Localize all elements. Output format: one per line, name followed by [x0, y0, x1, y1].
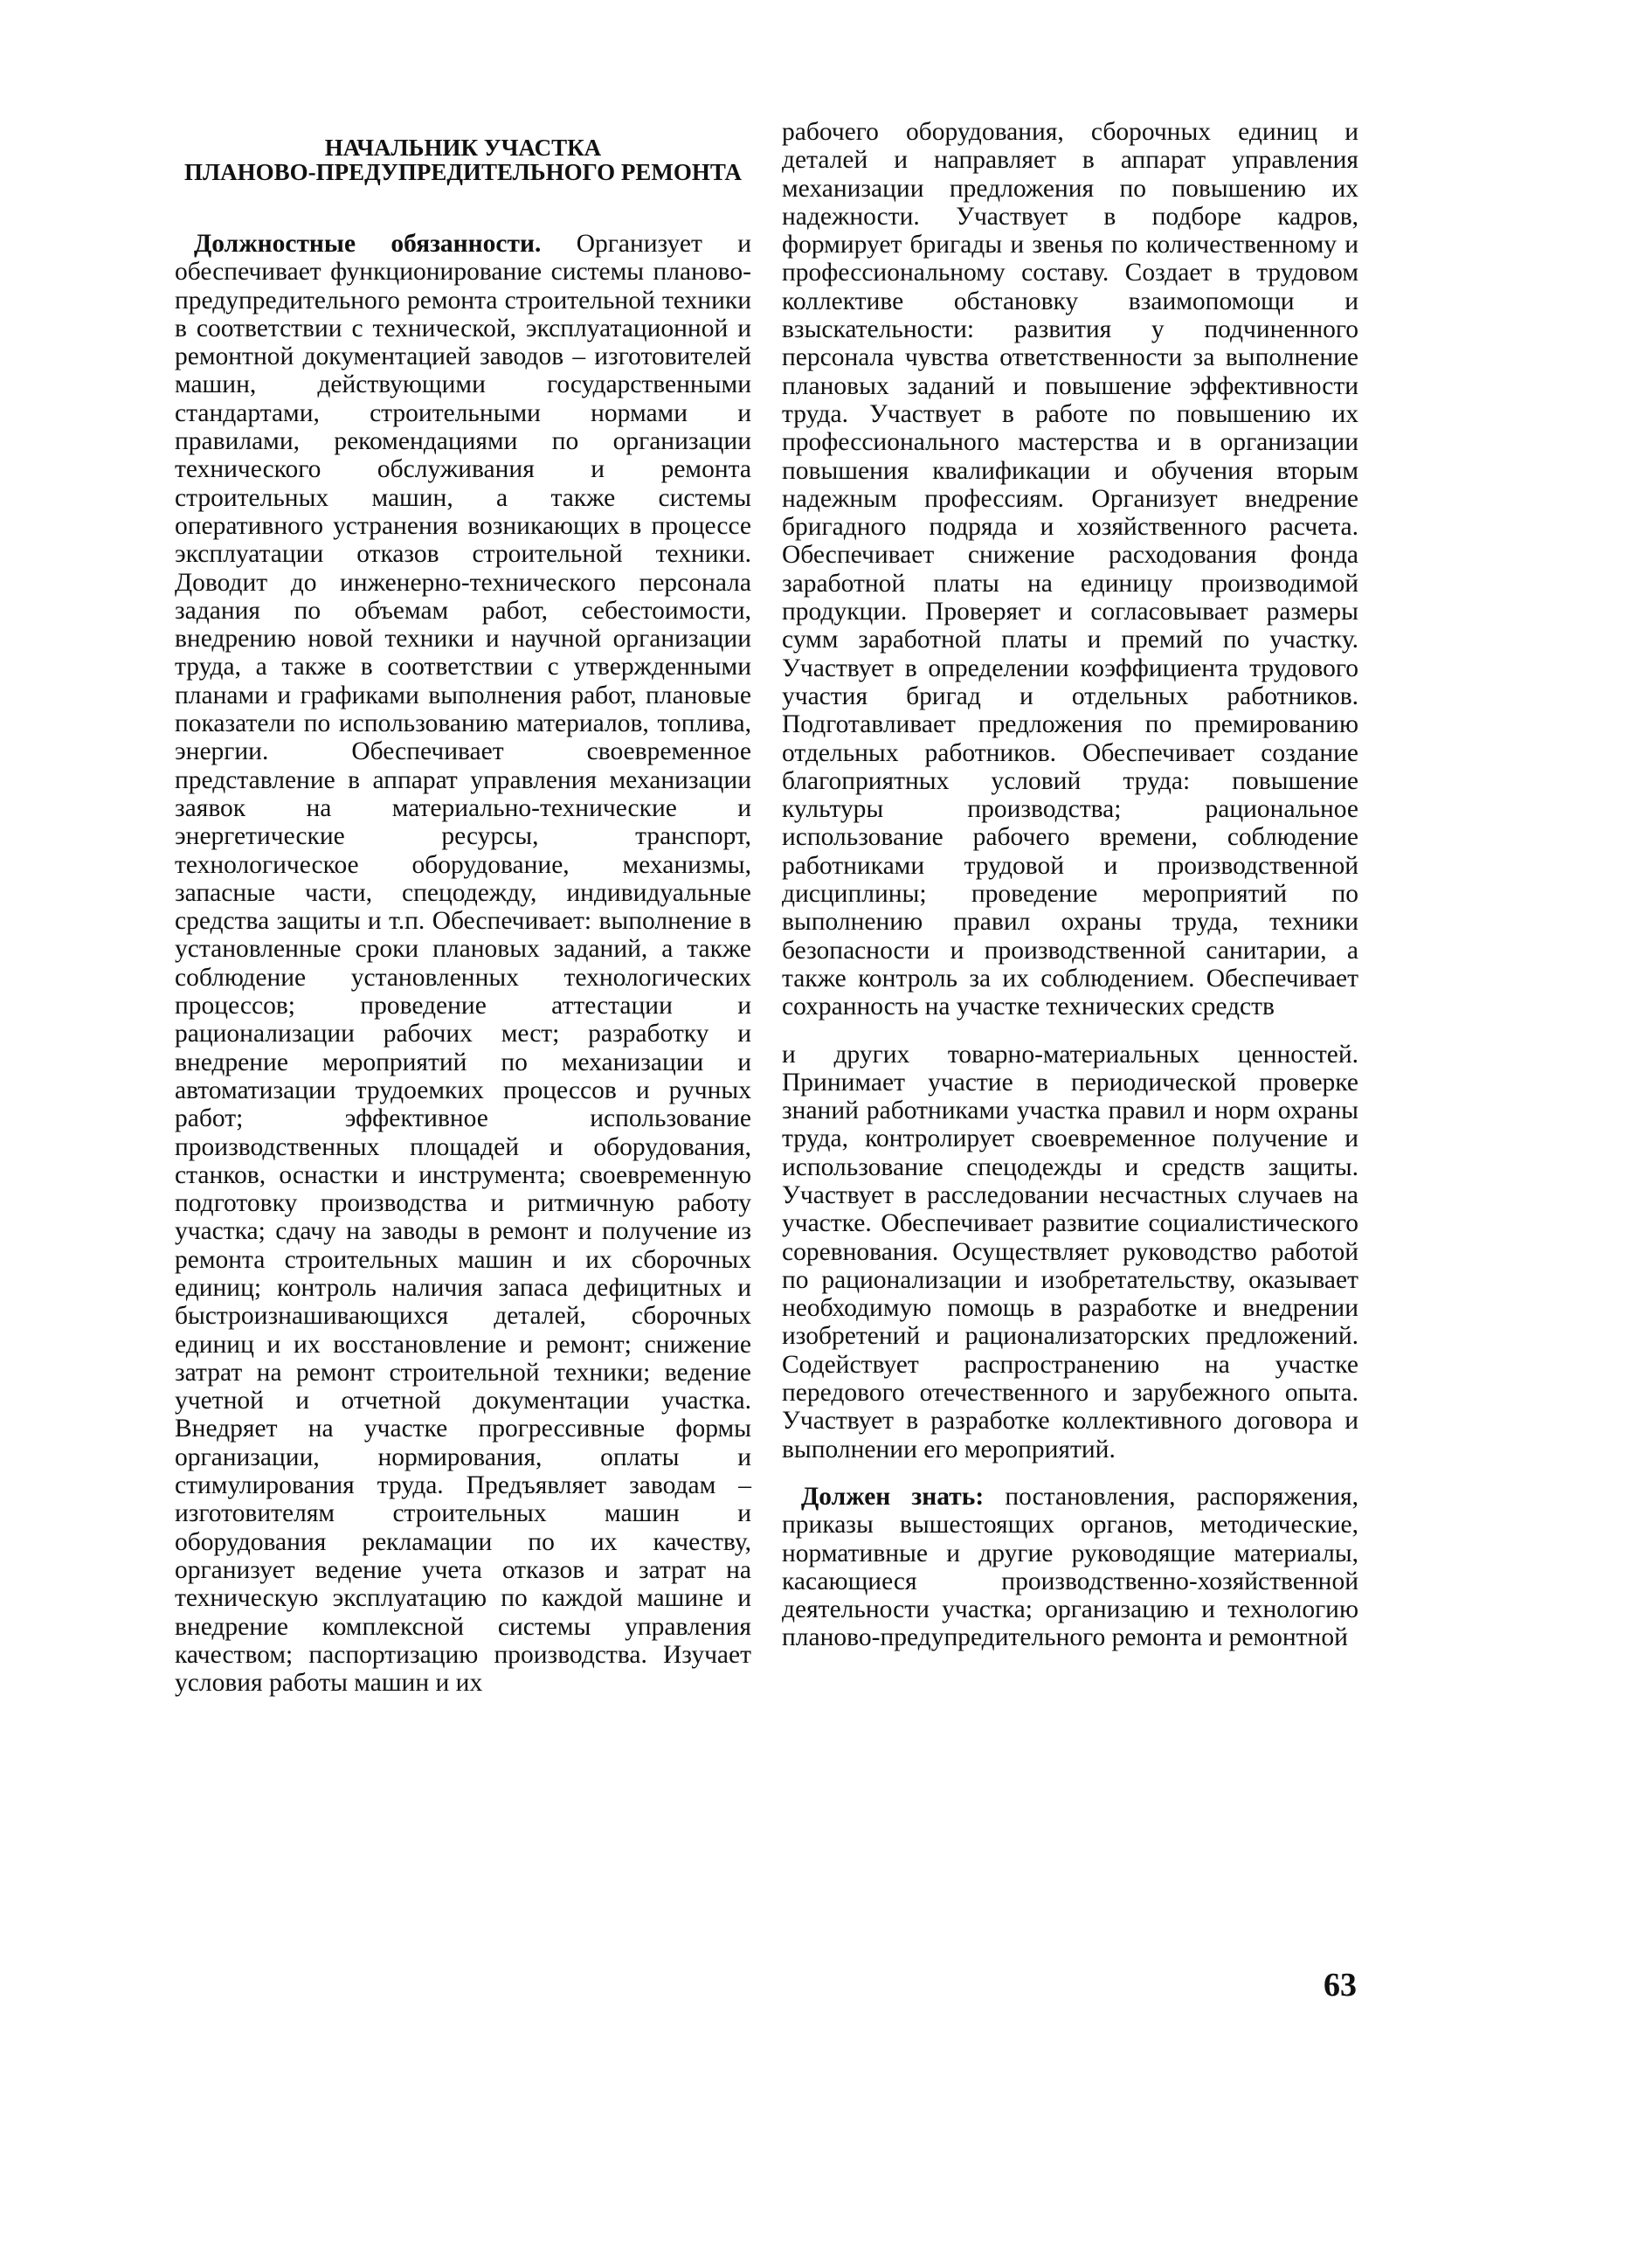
right-column — [782, 118, 1358, 1652]
page-number: 63 — [1324, 1967, 1357, 2003]
duties-paragraph — [175, 230, 751, 1697]
heading-line-2: ПЛАНОВО-ПРЕДУПРЕДИТЕЛЬНОГО РЕМОНТА — [184, 159, 742, 185]
must-know-label: Должен знать: — [801, 1482, 985, 1511]
section-heading — [175, 135, 751, 184]
must-know-paragraph — [782, 1483, 1358, 1652]
duties-label: Должностные обязанности. — [194, 230, 542, 258]
heading-line-1: НАЧАЛЬНИК УЧАСТКА — [324, 135, 602, 161]
duties-continuation: рабочего оборудования, сборочных единиц и деталей и направляет в аппарат управления механизации предложения по повышению их надежности. Участвует в подборе кадров, формирует бригады и звенья по количественному и профессиональному составу. Создает в трудовом коллективе обстановку взаимопомощи и взыскательности: развития у подчиненного персонала чувства ответственности за выполнение плановых заданий и повышение эффективности труда. Участвует в работе по повышению их профессионального мастерства и в организации повышения квалификации и обучения вторым надежным профессиям. Организует внедрение бригадного подряда и хозяйственного расчета. Обеспечивает снижение расходования фонда заработной платы на единицу производимой продукции. Проверяет и согласовывает размеры сумм заработной платы и премий по участку. Участвует в определении коэффициента трудового участия бригад и отдельных работников. Подготавливает предложения по премированию отдельных работников. Обеспечивает создание благоприятных условий труда: повышение культуры производства; рациональное использование рабочего времени, соблюдение работниками трудовой и производственной дисциплины; проведение мероприятий по выполнению правил охраны труда, техники безопасности и производственной санитарии, а также контроль за их соблюдением. Обеспечивает сохранность на участке технических средств — [782, 118, 1358, 1021]
must-know-text: постановления, распоряжения, приказы вышестоящих органов, методические, нормативные и другие руководящие материалы, касающиеся производственно-хозяйственной деятельности участка; организацию и технологию планово-предупредительного ремонта и ремонтной — [782, 1482, 1358, 1652]
duties-text-left: Организует и обеспечивает функционирование системы планово-предупредительного ремонта строительной техники в соответствии с технической, эксплуатационной и ремонтной документацией заводов – изготовителей машин, действующими государственными стандартами, строительными нормами и правилами, рекомендациями по организации технического обслуживания и ремонта строительных машин, а также системы оперативного устранения возникающих в процессе эксплуатации отказов строительной техники. Доводит до инженерно-технического персонала задания по объемам работ, себестоимости, внедрению новой техники и научной организации труда, а также в соответствии с утвержденными планами и графиками выполнения работ, плановые показатели по использованию материалов, топлива, энергии. Обеспечивает своевременное представление в аппарат управления механизации заявок на материально-технические и энергетические ресурсы, транспорт, технологическое оборудование, механизмы, запасные части, спецодежду, индивидуальные средства защиты и т.п. Обеспечивает: выполнение в установленные сроки плановых заданий, а также соблюдение установленных технологических процессов; проведение аттестации и рационализации рабочих мест; разработку и внедрение мероприятий по механизации и автоматизации трудоемких процессов и ручных работ; эффективное использование производственных площадей и оборудования, станков, оснастки и инструмента; своевременную подготовку производства и ритмичную работу участка; сдачу на заводы в ремонт и получение из ремонта строительных машин и их сборочных единиц; контроль наличия запаса дефицитных и быстроизнашивающихся деталей, сборочных единиц и их восстановление и ремонт; снижение затрат на ремонт строительной техники; ведение учетной и отчетной документации участка. Внедряет на участке прогрессивные формы организации, нормирования, оплаты и стимулирования труда. Предъявляет заводам – изготовителям строительных машин и оборудования рекламации по их качеству, организует ведение учета отказов и затрат на техническую эксплуатацию по каждой машине и внедрение комплексной системы управления качеством; паспортизацию производства. Изучает условия работы машин и их — [175, 230, 751, 1698]
duties-continuation-2: и других товарно-материальных ценностей. Принимает участие в периодической проверке знаний работниками участка правил и норм охраны труда, контролирует своевременное получение и использование спецодежды и средств защиты. Участвует в расследовании несчастных случаев на участке. Обеспечивает развитие социалистического соревнования. Осуществляет руководство работой по рационализации и изобретательству, оказывает необходимую помощь в разработке и внедрении изобретений и рационализаторских предложений. Содействует распространению на участке передового отечественного и зарубежного опыта. Участвует в разработке коллективного договора и выполнении его мероприятий. — [782, 1040, 1358, 1464]
left-column — [175, 118, 751, 1697]
